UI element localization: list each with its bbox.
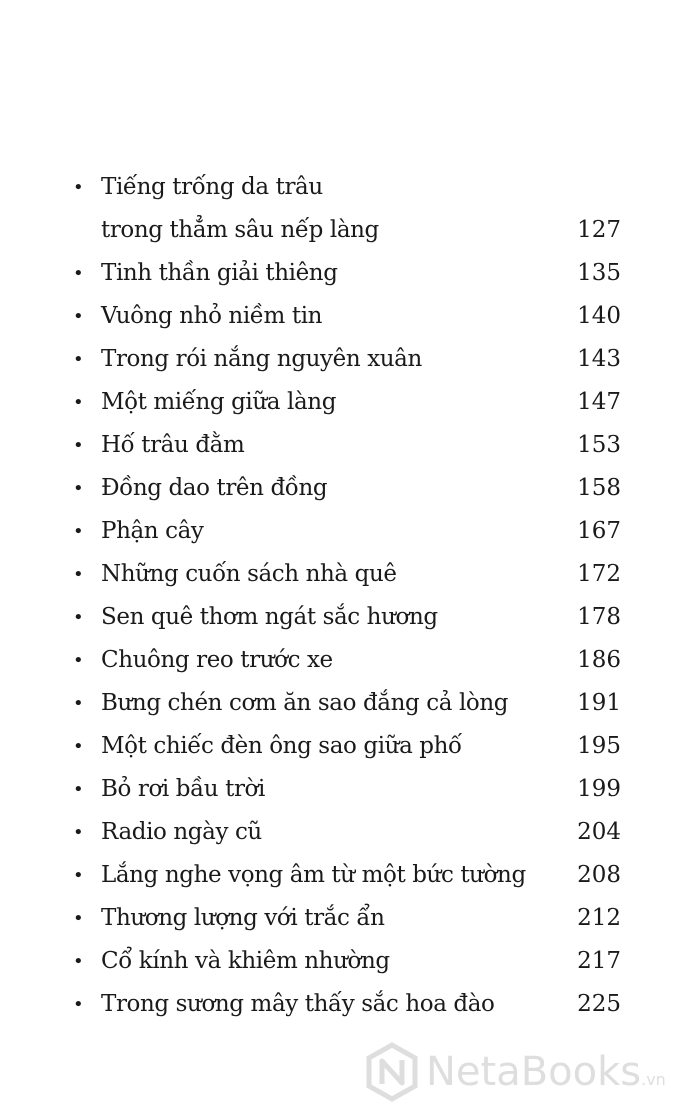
bullet: • xyxy=(73,736,84,757)
toc-entry xyxy=(0,811,700,854)
toc-entry-page: 178 xyxy=(577,604,621,630)
toc-entry-title: Một chiếc đèn ông sao giữa phố xyxy=(101,733,462,759)
bullet: • xyxy=(73,908,84,929)
toc-entry-title: Trong sương mây thấy sắc hoa đào xyxy=(101,991,495,1017)
bullet: • xyxy=(73,865,84,886)
bullet: • xyxy=(73,521,84,542)
netabooks-logo-icon xyxy=(366,1042,418,1102)
toc-entry xyxy=(0,768,700,811)
toc-entry-page: 204 xyxy=(577,819,621,845)
bullet: • xyxy=(73,779,84,800)
toc-entry-page: 140 xyxy=(577,303,621,329)
toc-entry-page: 225 xyxy=(577,991,621,1017)
toc-entry xyxy=(0,983,700,1026)
toc-entry-title: Đồng dao trên đồng xyxy=(101,475,328,501)
toc-entry xyxy=(0,338,700,381)
toc-entry-page: 212 xyxy=(577,905,621,931)
toc-entry-page: 127 xyxy=(577,217,621,243)
bullet: • xyxy=(73,822,84,843)
toc-entry-title: Bưng chén cơm ăn sao đắng cả lòng xyxy=(101,690,509,716)
toc-entry xyxy=(0,940,700,983)
toc-entry-page: 208 xyxy=(577,862,621,888)
toc-entry-title: Bỏ rơi bầu trời xyxy=(101,776,265,802)
toc-entry xyxy=(0,596,700,639)
toc-entry xyxy=(0,639,700,682)
toc-entry-title: Chuông reo trước xe xyxy=(101,647,333,673)
watermark xyxy=(366,1041,666,1103)
toc-entry xyxy=(0,725,700,768)
table-of-contents xyxy=(0,166,700,1026)
bullet: • xyxy=(73,435,84,456)
bullet: • xyxy=(73,478,84,499)
watermark-suffix: .vn xyxy=(641,1069,666,1089)
toc-entry-page: 135 xyxy=(577,260,621,286)
toc-entry-page: 186 xyxy=(577,647,621,673)
toc-entry xyxy=(0,166,700,252)
toc-entry xyxy=(0,854,700,897)
toc-entry xyxy=(0,295,700,338)
toc-entry-title: Một miếng giữa làng xyxy=(101,389,337,415)
toc-entry-page: 172 xyxy=(577,561,621,587)
toc-entry-title: Những cuốn sách nhà quê xyxy=(101,561,397,587)
bullet: • xyxy=(73,306,84,327)
toc-entry xyxy=(0,510,700,553)
bullet: • xyxy=(73,177,84,198)
toc-entry-title: Tiếng trống da trâu trong thẳm sâu nếp làng xyxy=(101,174,379,243)
toc-entry xyxy=(0,553,700,596)
bullet: • xyxy=(73,994,84,1015)
toc-entry-page: 158 xyxy=(577,475,621,501)
toc-entry-title: Cổ kính và khiêm nhường xyxy=(101,948,390,974)
toc-entry-title: Radio ngày cũ xyxy=(101,819,262,845)
toc-entry-page: 199 xyxy=(577,776,621,802)
toc-entry-title: Tinh thần giải thiêng xyxy=(101,260,338,286)
toc-entry-page: 153 xyxy=(577,432,621,458)
toc-entry-page: 147 xyxy=(577,389,621,415)
toc-entry-title: Sen quê thơm ngát sắc hương xyxy=(101,604,438,630)
bullet: • xyxy=(73,650,84,671)
toc-entry xyxy=(0,897,700,940)
toc-entry xyxy=(0,381,700,424)
bullet: • xyxy=(73,951,84,972)
watermark-text: NetaBooks xyxy=(426,1049,642,1095)
bullet: • xyxy=(73,349,84,370)
toc-entry-title: Lắng nghe vọng âm từ một bức tường xyxy=(101,862,526,888)
toc-entry-page: 167 xyxy=(577,518,621,544)
toc-entry-page: 191 xyxy=(577,690,621,716)
toc-entry-page: 195 xyxy=(577,733,621,759)
toc-entry-title: Thương lượng với trắc ẩn xyxy=(101,905,385,931)
toc-entry xyxy=(0,467,700,510)
bullet: • xyxy=(73,263,84,284)
toc-entry-title: Phận cây xyxy=(101,518,204,544)
toc-entry-page: 217 xyxy=(577,948,621,974)
bullet: • xyxy=(73,392,84,413)
bullet: • xyxy=(73,607,84,628)
toc-entry-title: Trong rói nắng nguyên xuân xyxy=(101,346,422,372)
bullet: • xyxy=(73,564,84,585)
toc-entry xyxy=(0,424,700,467)
toc-entry xyxy=(0,682,700,725)
toc-entry xyxy=(0,252,700,295)
toc-entry-page: 143 xyxy=(577,346,621,372)
toc-entry-title: Hố trâu đằm xyxy=(101,432,245,458)
bullet: • xyxy=(73,693,84,714)
toc-entry-title: Vuông nhỏ niềm tin xyxy=(101,303,323,329)
